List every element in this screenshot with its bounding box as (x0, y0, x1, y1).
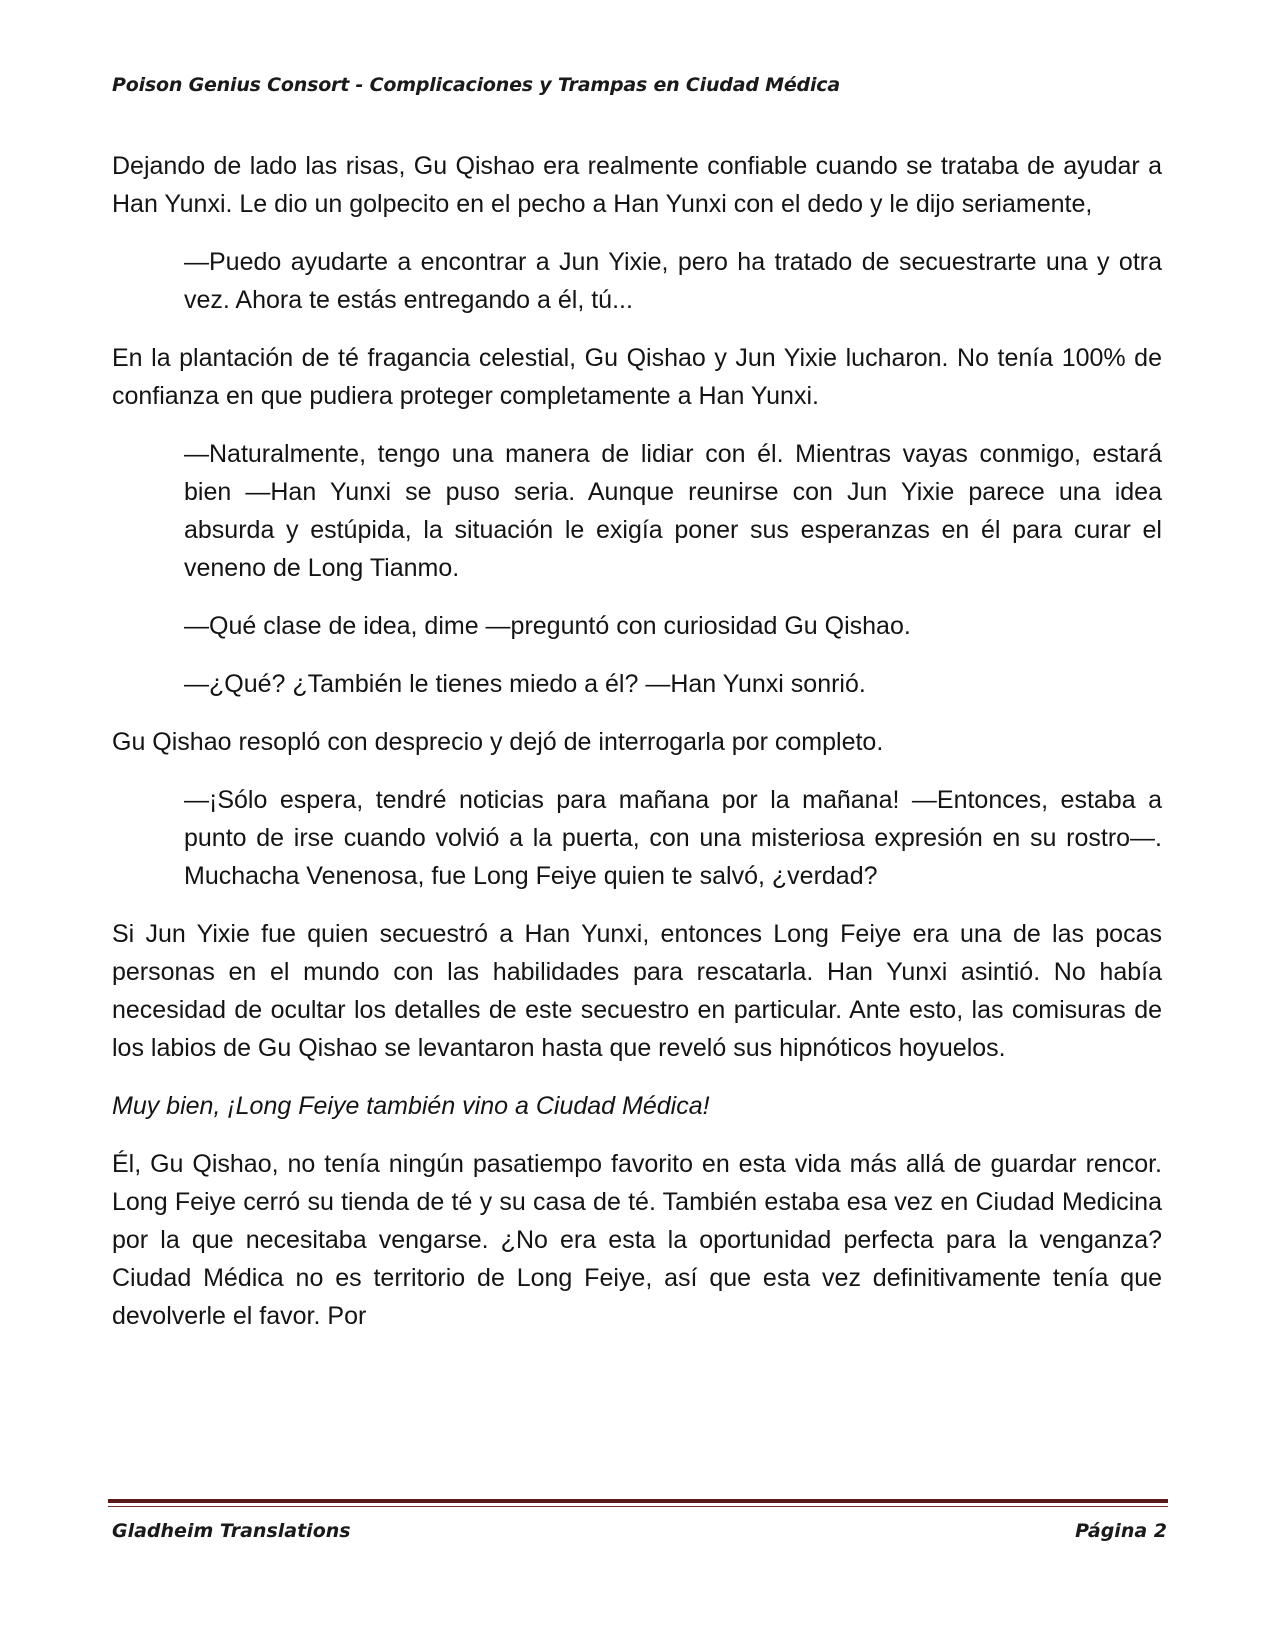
dialog-paragraph: —¡Sólo espera, tendré noticias para mañana por la mañana! —Entonces, estaba a punto de irse cuando volvió a la puerta, con una misteriosa expresión en su rostro—. Muchacha Venenosa, fue Long Feiye quien te salvó, ¿verdad? (184, 786, 1162, 890)
paragraph: Si Jun Yixie fue quien secuestró a Han Yunxi, entonces Long Feiye era una de las pocas personas en el mundo con las habilidades para rescatarla. Han Yunxi asintió. No había necesidad de ocultar los detalles de este secuestro en particular. Ante esto, las comisuras de los labios de Gu Qishao se levantaron hasta que reveló sus hipnóticos hoyuelos. (112, 920, 1162, 1062)
document-body (112, 147, 1162, 1355)
dialog-paragraph: —Puedo ayudarte a encontrar a Jun Yixie, pero ha tratado de secuestrarte una y otra vez. Ahora te estás entregando a él, tú... (184, 248, 1162, 314)
footer-translator-name: Gladheim Translations (112, 1520, 351, 1542)
page-header-title: Poison Genius Consort - Complicaciones y Trampas en Ciudad Médica (112, 74, 840, 96)
italic-thought-paragraph: Muy bien, ¡Long Feiye también vino a Ciudad Médica! (112, 1092, 710, 1120)
paragraph: Dejando de lado las risas, Gu Qishao era realmente confiable cuando se trataba de ayudar a Han Yunxi. Le dio un golpecito en el pecho a Han Yunxi con el dedo y le dijo seriamente, (112, 152, 1162, 218)
paragraph: En la plantación de té fragancia celestial, Gu Qishao y Jun Yixie lucharon. No tenía 100% de confianza en que pudiera proteger completamente a Han Yunxi. (112, 344, 1162, 410)
dialog-paragraph: —¿Qué? ¿También le tienes miedo a él? —Han Yunxi sonrió. (184, 670, 866, 698)
paragraph: Él, Gu Qishao, no tenía ningún pasatiempo favorito en esta vida más allá de guardar rencor. Long Feiye cerró su tienda de té y su casa de té. También estaba esa vez en Ciudad Medicina por la que necesitaba vengarse. ¿No era esta la oportunidad perfecta para la venganza? Ciudad Médica no es territorio de Long Feiye, así que esta vez definitivamente tenía que devolverle el favor. Por (112, 1150, 1162, 1330)
dialog-paragraph: —Qué clase de idea, dime —preguntó con curiosidad Gu Qishao. (184, 612, 911, 640)
footer-divider-thin (108, 1506, 1168, 1507)
footer-page-number: Página 2 (1075, 1520, 1167, 1542)
footer-divider-thick (108, 1499, 1168, 1503)
paragraph: Gu Qishao resopló con desprecio y dejó de interrogarla por completo. (112, 728, 884, 756)
dialog-paragraph: —Naturalmente, tengo una manera de lidiar con él. Mientras vayas conmigo, estará bien —Han Yunxi se puso seria. Aunque reunirse con Jun Yixie parece una idea absurda y estúpida, la situación le exigía poner sus esperanzas en él para curar el veneno de Long Tianmo. (184, 440, 1162, 582)
